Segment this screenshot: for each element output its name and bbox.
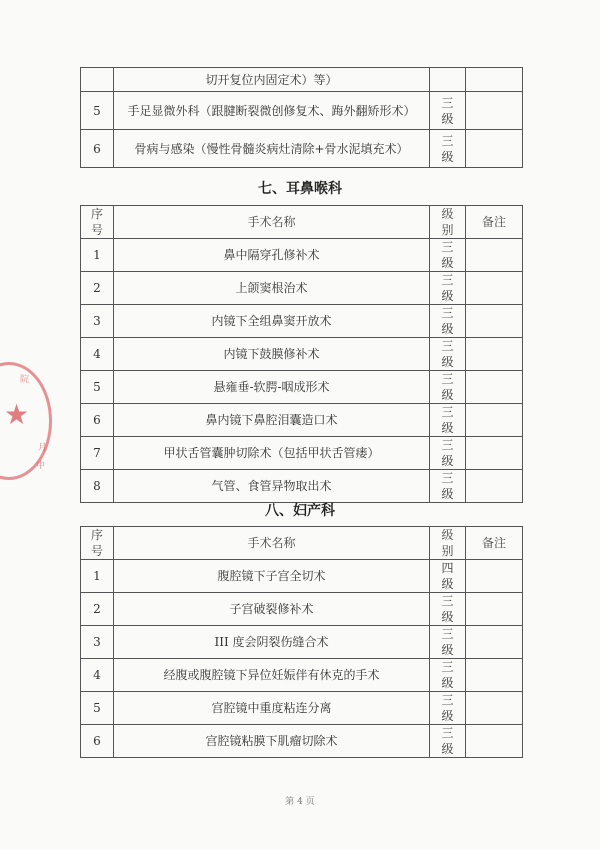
procedure-level: 三级 <box>430 470 466 503</box>
table-row <box>81 470 523 503</box>
procedure-note <box>466 338 523 371</box>
procedure-level: 三级 <box>430 404 466 437</box>
procedure-note <box>466 130 523 168</box>
row-number: 5 <box>81 371 114 404</box>
table-row <box>81 239 523 272</box>
procedure-note <box>466 371 523 404</box>
table-row <box>81 371 523 404</box>
procedure-level: 三级 <box>430 239 466 272</box>
table-row <box>81 692 523 725</box>
table-row <box>81 626 523 659</box>
row-number: 7 <box>81 437 114 470</box>
procedure-level: 三级 <box>430 725 466 758</box>
procedure-level: 四级 <box>430 560 466 593</box>
procedure-level: 三级 <box>430 626 466 659</box>
row-number: 6 <box>81 725 114 758</box>
table-row <box>81 305 523 338</box>
table-row <box>81 92 523 130</box>
row-number: 3 <box>81 626 114 659</box>
procedure-name: 气管、食管异物取出术 <box>114 470 430 503</box>
procedure-name: 宫腔镜中重度粘连分离 <box>114 692 430 725</box>
procedure-name: 宫腔镜粘膜下肌瘤切除术 <box>114 725 430 758</box>
table-header-row <box>81 527 523 560</box>
procedure-note <box>466 593 523 626</box>
procedure-name: 经腹或腹腔镜下异位妊娠伴有休克的手术 <box>114 659 430 692</box>
procedure-name: 悬雍垂-软腭-咽成形术 <box>114 371 430 404</box>
procedure-note <box>466 305 523 338</box>
procedure-note <box>466 92 523 130</box>
procedure-level: 三级 <box>430 305 466 338</box>
row-number <box>81 68 114 92</box>
table-row <box>81 659 523 692</box>
table-row <box>81 725 523 758</box>
header-level: 级别 <box>430 527 466 560</box>
procedure-note <box>466 272 523 305</box>
table-row <box>81 593 523 626</box>
row-number: 8 <box>81 470 114 503</box>
procedure-note <box>466 659 523 692</box>
header-number: 序号 <box>81 527 114 560</box>
row-number: 6 <box>81 130 114 168</box>
table-row <box>81 437 523 470</box>
seal-text-fragment: 院 <box>20 375 30 385</box>
procedure-level: 三级 <box>430 92 466 130</box>
procedure-name: 手足显微外科（跟腱断裂微创修复术、踇外翻矫形术） <box>114 92 430 130</box>
header-procedure-name: 手术名称 <box>114 527 430 560</box>
header-number: 序号 <box>81 206 114 239</box>
procedure-level: 三级 <box>430 437 466 470</box>
procedure-level: 三级 <box>430 371 466 404</box>
table-row <box>81 130 523 168</box>
procedure-name: 内镜下鼓膜修补术 <box>114 338 430 371</box>
row-number: 1 <box>81 560 114 593</box>
row-number: 4 <box>81 338 114 371</box>
procedure-name: 内镜下全组鼻窦开放术 <box>114 305 430 338</box>
table-row <box>81 272 523 305</box>
procedure-level: 三级 <box>430 692 466 725</box>
table-row <box>81 560 523 593</box>
row-number: 5 <box>81 92 114 130</box>
procedure-name: 腹腔镜下子宫全切术 <box>114 560 430 593</box>
header-note: 备注 <box>466 206 523 239</box>
table-row <box>81 404 523 437</box>
seal-text-fragment: 月 <box>38 443 48 453</box>
page-number: 第 4 页 <box>285 797 315 807</box>
procedure-name: 鼻内镜下鼻腔泪囊造口术 <box>114 404 430 437</box>
procedure-note <box>466 692 523 725</box>
row-number: 3 <box>81 305 114 338</box>
procedure-note <box>466 626 523 659</box>
orthopedics-table-continued <box>80 67 523 168</box>
procedure-note <box>466 68 523 92</box>
procedure-name: 子宫破裂修补术 <box>114 593 430 626</box>
procedure-name: 鼻中隔穿孔修补术 <box>114 239 430 272</box>
procedure-note <box>466 239 523 272</box>
seal-star-icon: ★ <box>4 398 30 431</box>
header-level: 级别 <box>430 206 466 239</box>
row-number: 6 <box>81 404 114 437</box>
procedure-note <box>466 560 523 593</box>
procedure-name: 上颌窦根治术 <box>114 272 430 305</box>
procedure-level: 三级 <box>430 659 466 692</box>
procedure-level: 三级 <box>430 593 466 626</box>
procedure-level: 三级 <box>430 272 466 305</box>
procedure-note <box>466 437 523 470</box>
row-number: 5 <box>81 692 114 725</box>
row-number: 1 <box>81 239 114 272</box>
table-row <box>81 338 523 371</box>
row-number: 2 <box>81 593 114 626</box>
procedure-name: III 度会阴裂伤缝合术 <box>114 626 430 659</box>
ent-procedures-table <box>80 205 523 503</box>
row-number: 2 <box>81 272 114 305</box>
procedure-level: 三级 <box>430 130 466 168</box>
section-title-ent: 七、耳鼻喉科 <box>258 181 342 197</box>
header-procedure-name: 手术名称 <box>114 206 430 239</box>
section-title-obgyn: 八、妇产科 <box>265 503 335 519</box>
table-row <box>81 68 523 92</box>
obgyn-procedures-table <box>80 526 523 758</box>
seal-text-fragment: 中 <box>36 461 46 471</box>
procedure-name: 甲状舌管囊肿切除术（包括甲状舌管瘘） <box>114 437 430 470</box>
table-header-row <box>81 206 523 239</box>
procedure-name: 切开复位内固定术）等） <box>114 68 430 92</box>
procedure-level: 三级 <box>430 338 466 371</box>
header-note: 备注 <box>466 527 523 560</box>
row-number: 4 <box>81 659 114 692</box>
procedure-note <box>466 725 523 758</box>
procedure-level <box>430 68 466 92</box>
procedure-name: 骨病与感染（慢性骨髓炎病灶清除+骨水泥填充术） <box>114 130 430 168</box>
procedure-note <box>466 470 523 503</box>
procedure-note <box>466 404 523 437</box>
